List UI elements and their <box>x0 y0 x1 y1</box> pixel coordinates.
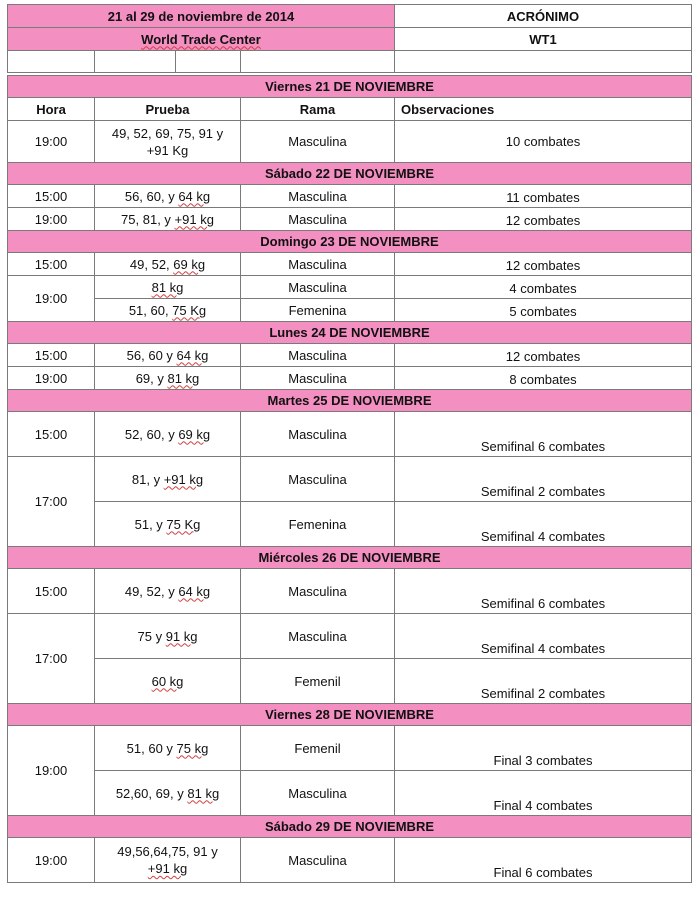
obs-cell: Semifinal 2 combates <box>395 457 692 502</box>
schedule-sheet <box>7 4 691 883</box>
hora-cell: 19:00 <box>8 208 95 231</box>
hora-cell: 17:00 <box>8 614 95 704</box>
event-venue <box>8 28 395 51</box>
table-row <box>8 502 692 547</box>
prueba-cell <box>95 457 241 502</box>
prueba-text: 56, 60, y <box>124 188 179 204</box>
prueba-text: 75, 81, y <box>121 211 175 227</box>
obs-cell: Semifinal 4 combates <box>395 502 692 547</box>
venue-text: World Trade Center <box>141 31 261 47</box>
rama-cell: Masculina <box>241 344 395 367</box>
rama-cell: Masculina <box>241 771 395 816</box>
prueba-line: 49,56,64,75, 91 y <box>117 844 218 859</box>
prueba-text: 52, 60, y <box>124 426 179 442</box>
day-row <box>8 704 692 726</box>
obs-cell: 11 combates <box>395 185 692 208</box>
rama-cell: Masculina <box>241 614 395 659</box>
day-title: Sábado 29 DE NOVIEMBRE <box>8 816 692 838</box>
hora-cell: 17:00 <box>8 457 95 547</box>
prueba-weight: 60 kg <box>151 673 184 689</box>
prueba-cell <box>95 121 241 163</box>
prueba-weight: +91 kg <box>147 861 188 876</box>
obs-cell: 10 combates <box>395 121 692 163</box>
hora-cell: 19:00 <box>8 276 95 322</box>
prueba-cell <box>95 367 241 390</box>
prueba-weight: 81 kg <box>151 279 184 295</box>
rama-cell: Masculina <box>241 412 395 457</box>
day-title: Lunes 24 DE NOVIEMBRE <box>8 322 692 344</box>
prueba-cell <box>95 208 241 231</box>
day-row <box>8 322 692 344</box>
prueba-cell <box>95 344 241 367</box>
table-row <box>8 412 692 457</box>
prueba-cell <box>95 569 241 614</box>
hora-cell: 15:00 <box>8 253 95 276</box>
prueba-cell <box>95 838 241 883</box>
prueba-weight: 64 kg <box>178 188 211 204</box>
prueba-weight: 91 kg <box>165 628 198 644</box>
table-row <box>8 614 692 659</box>
column-headers <box>8 98 692 121</box>
table-row <box>8 457 692 502</box>
prueba-text: 81, y <box>131 471 164 487</box>
obs-cell: Semifinal 6 combates <box>395 569 692 614</box>
prueba-cell <box>95 614 241 659</box>
prueba-text: 56, 60 y <box>126 347 177 363</box>
rama-cell: Masculina <box>241 838 395 883</box>
obs-cell: 12 combates <box>395 253 692 276</box>
table-row <box>8 838 692 883</box>
schedule-table <box>7 4 692 883</box>
prueba-cell <box>95 299 241 322</box>
table-row <box>8 367 692 390</box>
event-dates: 21 al 29 de noviembre de 2014 <box>8 5 395 28</box>
rama-cell: Masculina <box>241 569 395 614</box>
col-prueba: Prueba <box>95 98 241 121</box>
table-row <box>8 726 692 771</box>
header-row-dates <box>8 5 692 28</box>
col-hora: Hora <box>8 98 95 121</box>
obs-cell: 12 combates <box>395 208 692 231</box>
prueba-weight: +91 kg <box>163 471 204 487</box>
hora-cell: 19:00 <box>8 367 95 390</box>
rama-cell: Masculina <box>241 253 395 276</box>
obs-cell: 12 combates <box>395 344 692 367</box>
prueba-text: 75 y <box>137 628 166 644</box>
prueba-text: 49, 52, y <box>124 583 179 599</box>
acronym-value: WT1 <box>395 28 692 51</box>
prueba-weight: 64 kg <box>178 583 211 599</box>
rama-cell: Masculina <box>241 208 395 231</box>
obs-cell: 5 combates <box>395 299 692 322</box>
day-row <box>8 76 692 98</box>
rama-cell: Femenil <box>241 659 395 704</box>
hora-cell: 15:00 <box>8 344 95 367</box>
table-row <box>8 344 692 367</box>
prueba-cell <box>95 726 241 771</box>
prueba-text: 51, y <box>134 516 167 532</box>
rama-cell: Masculina <box>241 276 395 299</box>
rama-cell: Masculina <box>241 457 395 502</box>
prueba-text: 51, 60, <box>128 302 173 318</box>
obs-cell: Semifinal 6 combates <box>395 412 692 457</box>
prueba-cell <box>95 253 241 276</box>
obs-cell: Semifinal 2 combates <box>395 659 692 704</box>
rama-cell: Femenina <box>241 502 395 547</box>
obs-cell: 4 combates <box>395 276 692 299</box>
prueba-text: 52,60, 69, y <box>115 785 188 801</box>
table-row <box>8 659 692 704</box>
table-row <box>8 569 692 614</box>
prueba-weight: 81 kg <box>187 785 220 801</box>
obs-cell: Semifinal 4 combates <box>395 614 692 659</box>
col-rama: Rama <box>241 98 395 121</box>
day-row <box>8 547 692 569</box>
prueba-weight: 69 kg <box>173 256 206 272</box>
day-row <box>8 163 692 185</box>
day-row <box>8 390 692 412</box>
prueba-cell <box>95 659 241 704</box>
prueba-weight: 81 kg <box>167 370 200 386</box>
rama-cell: Femenina <box>241 299 395 322</box>
table-row <box>8 299 692 322</box>
day-title: Sábado 22 DE NOVIEMBRE <box>8 163 692 185</box>
day-title: Miércoles 26 DE NOVIEMBRE <box>8 547 692 569</box>
hora-cell: 15:00 <box>8 569 95 614</box>
table-row <box>8 253 692 276</box>
prueba-weight: 64 kg <box>176 347 209 363</box>
rama-cell: Femenil <box>241 726 395 771</box>
prueba-text: 51, 60 y <box>126 740 177 756</box>
prueba-weight: 69 kg <box>178 426 211 442</box>
prueba-cell <box>95 412 241 457</box>
prueba-weight: 75 Kg <box>172 302 207 318</box>
day-row <box>8 816 692 838</box>
acronym-label: ACRÓNIMO <box>395 5 692 28</box>
day-title: Viernes 28 DE NOVIEMBRE <box>8 704 692 726</box>
obs-cell: Final 6 combates <box>395 838 692 883</box>
prueba-line: 49, 52, 69, 75, 91 y <box>111 125 224 141</box>
hora-cell: 19:00 <box>8 121 95 163</box>
prueba-line: +91 Kg <box>146 142 189 158</box>
day-title: Domingo 23 DE NOVIEMBRE <box>8 231 692 253</box>
table-row <box>8 276 692 299</box>
obs-cell: 8 combates <box>395 367 692 390</box>
prueba-text: 49, 52, <box>129 256 174 272</box>
prueba-cell <box>95 185 241 208</box>
obs-cell: Final 3 combates <box>395 726 692 771</box>
prueba-cell <box>95 276 241 299</box>
table-row <box>8 208 692 231</box>
table-row <box>8 185 692 208</box>
header-row-venue <box>8 28 692 51</box>
prueba-weight: +91 kg <box>174 211 214 227</box>
hora-cell: 15:00 <box>8 412 95 457</box>
prueba-cell <box>95 771 241 816</box>
obs-cell: Final 4 combates <box>395 771 692 816</box>
table-row <box>8 121 692 163</box>
day-row <box>8 231 692 253</box>
day-title: Viernes 21 DE NOVIEMBRE <box>8 76 692 98</box>
rama-cell: Masculina <box>241 367 395 390</box>
blank-row <box>8 51 692 73</box>
col-observaciones: Observaciones <box>395 98 692 121</box>
hora-cell: 19:00 <box>8 726 95 816</box>
hora-cell: 19:00 <box>8 838 95 883</box>
rama-cell: Masculina <box>241 185 395 208</box>
prueba-weight: 75 kg <box>176 740 209 756</box>
prueba-weight: 75 Kg <box>166 516 201 532</box>
hora-cell: 15:00 <box>8 185 95 208</box>
rama-cell: Masculina <box>241 121 395 163</box>
prueba-text: 69, y <box>135 370 168 386</box>
table-row <box>8 771 692 816</box>
day-title: Martes 25 DE NOVIEMBRE <box>8 390 692 412</box>
prueba-cell <box>95 502 241 547</box>
